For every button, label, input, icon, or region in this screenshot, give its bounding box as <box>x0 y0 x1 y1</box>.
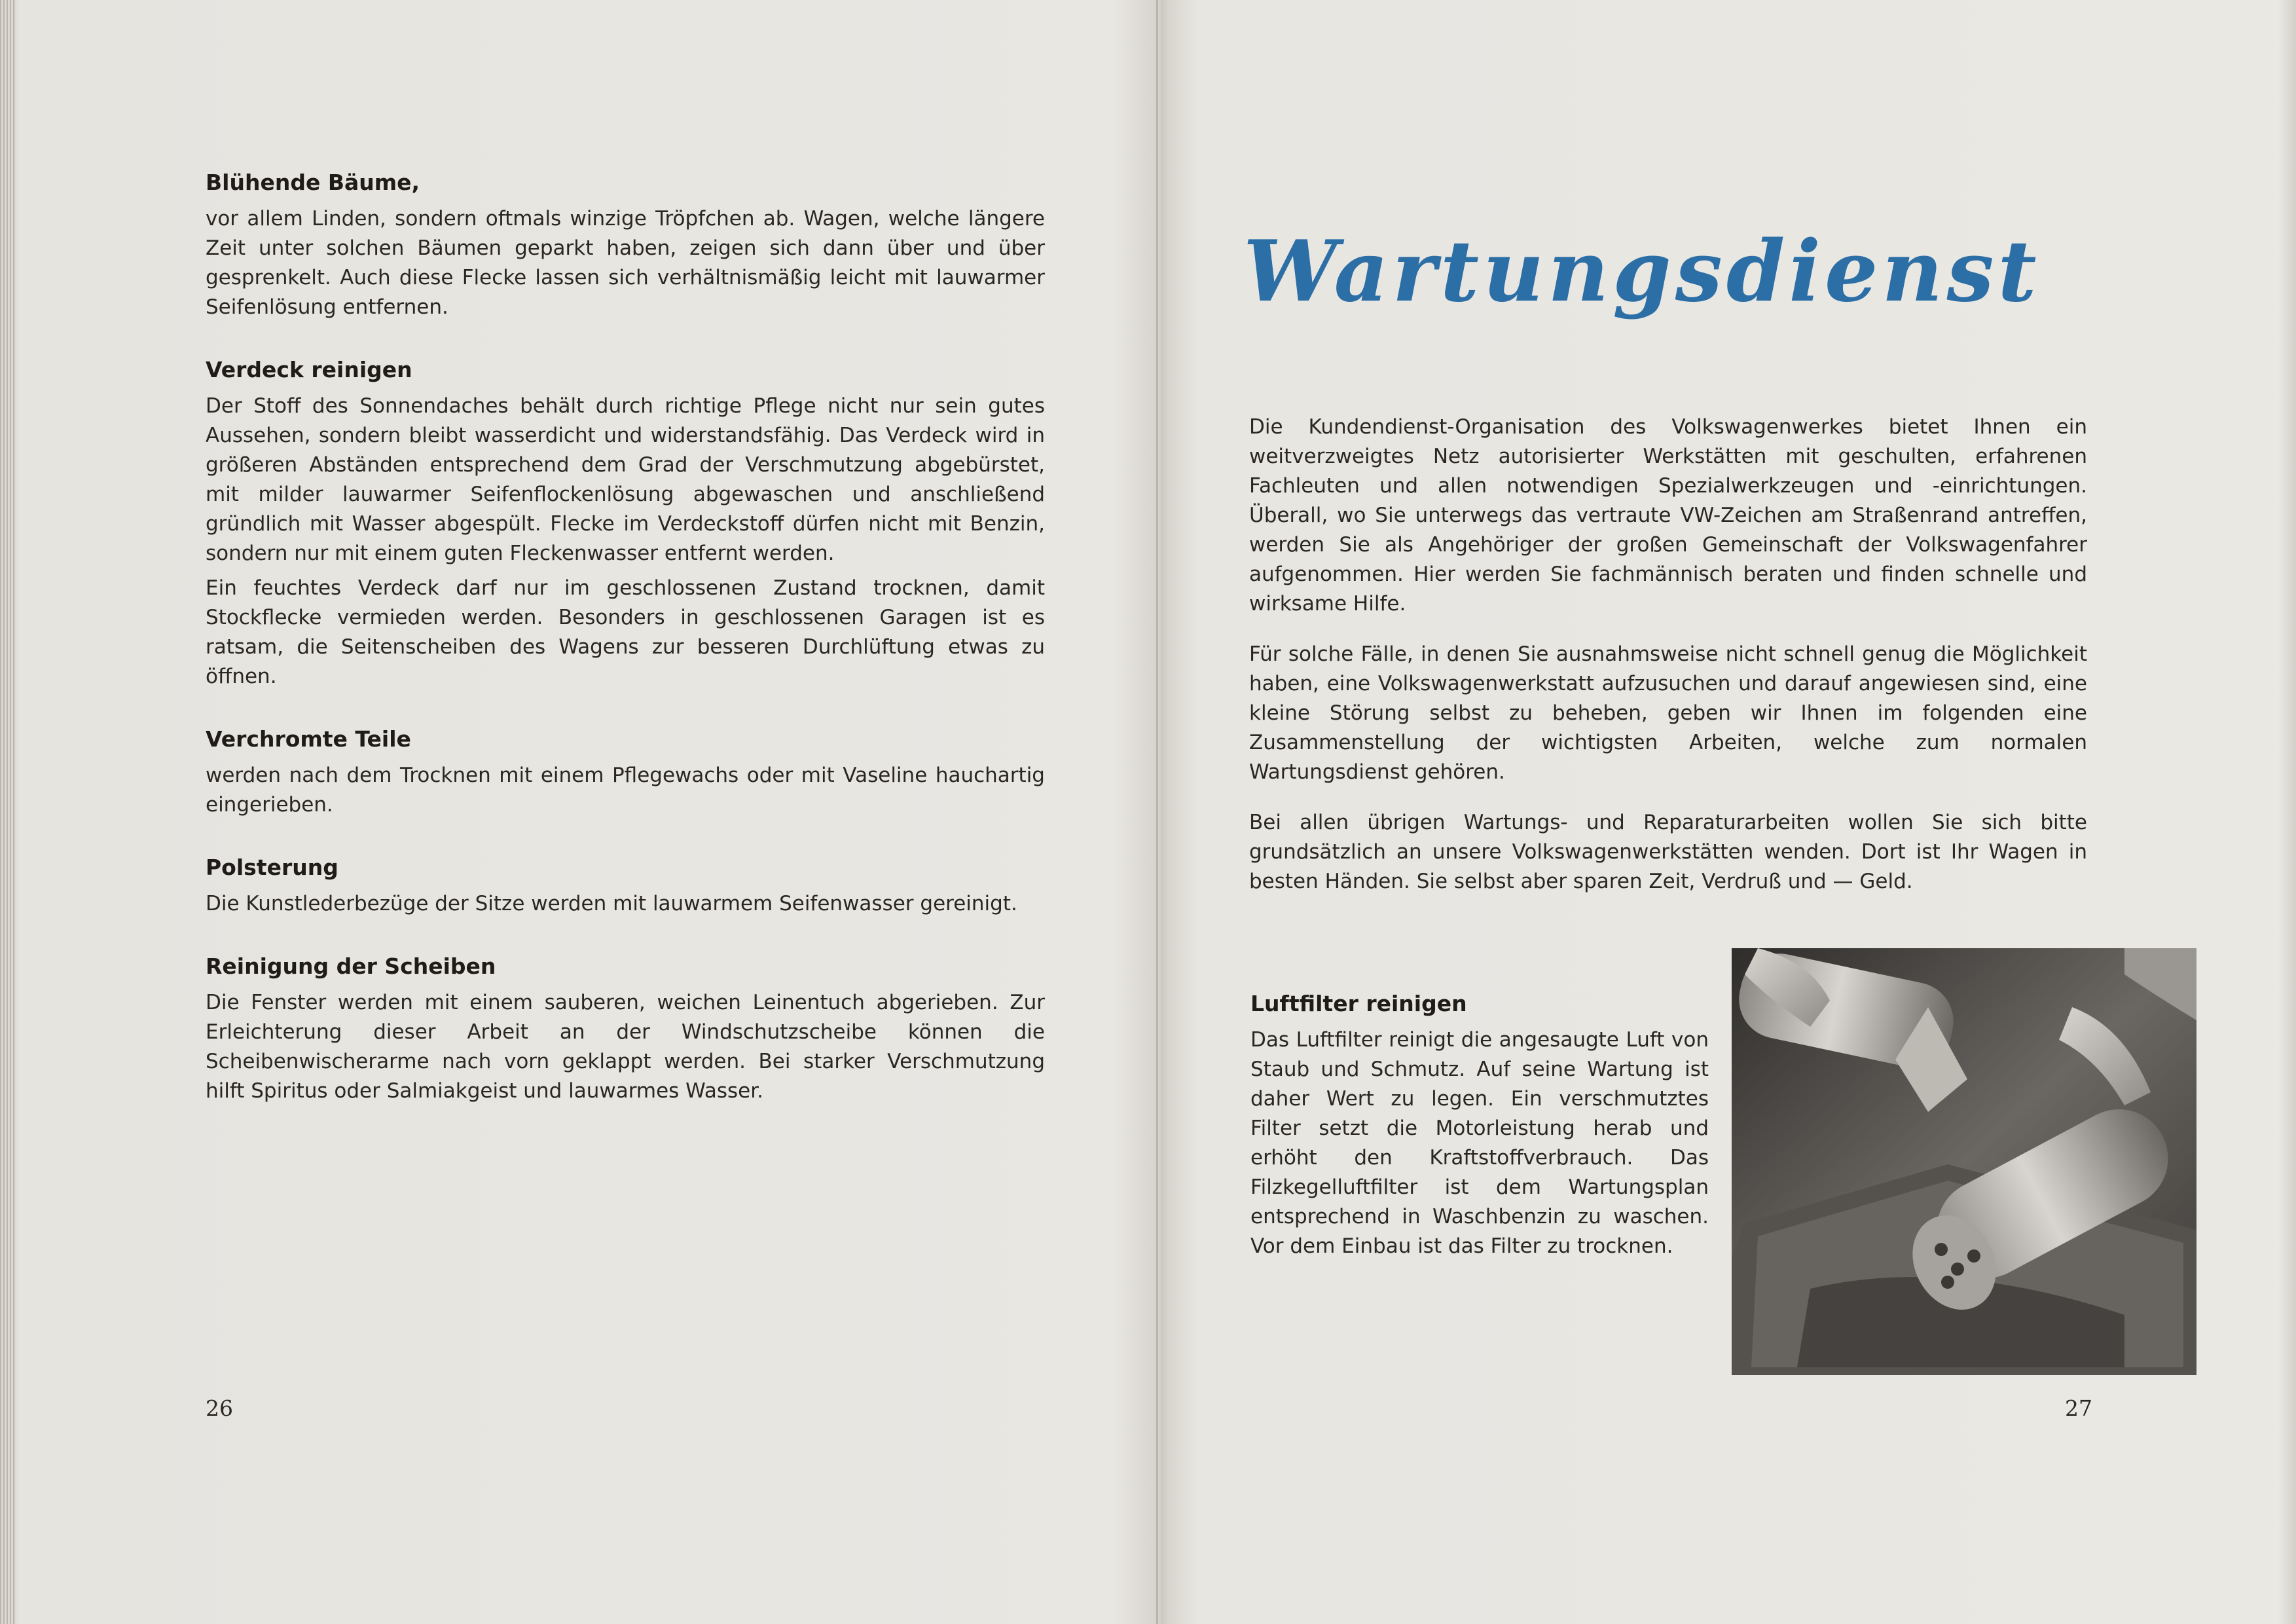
right-page <box>1158 0 2296 1624</box>
left-page-column <box>206 168 1045 1139</box>
section-verchromte-teile <box>206 724 1045 820</box>
intro-paragraph: Für solche Fälle, in denen Sie ausnahmsweise nicht schnell genug die Möglichkeit haben, eine Volkswagenwerkstatt aufzusuchen und darauf angewiesen sind, eine kleine Störung selbst zu beheben, geben wir Ihnen im folgenden eine Zusammenstellung der wichtigsten Arbeiten, welche zum normalen Wartungsdienst gehören. <box>1249 642 2087 784</box>
page-number-left: 26 <box>206 1395 233 1421</box>
section-paragraph: Der Stoff des Sonnendaches behält durch richtige Pflege nicht nur sein gutes Aussehen, sondern bleibt wasserdicht und widerstandsfähig. Das Verdeck wird in größeren Abständen entsprechend dem Grad der Verschmutzung abgebürstet, mit milder lauwarmer Seifenflockenlösung abgewaschen und anschließend gründlich mit Wasser abgespült. Flecke im Verdeckstoff dürfen nicht mit Benzin, sondern nur mit einem guten Fleckenwasser entfernt werden. <box>206 394 1045 565</box>
right-page-intro <box>1249 413 2087 896</box>
section-paragraph: Das Luftfilter reinigt die angesaugte Luft von Staub und Schmutz. Auf seine Wartung ist daher Wert zu legen. Ein verschmutztes Filter setzt die Motorleistung herab und erhöht den Kraftstoffverbrauch. Das Filzkegelluftfilter ist dem Wartungsplan entsprechend in Waschbenzin zu waschen. Vor dem Einbau ist das Filter zu trocknen. <box>1250 1028 1709 1258</box>
section-heading: Verdeck reinigen <box>206 357 412 382</box>
page-title: Wartungsdienst <box>1243 223 2041 321</box>
section-paragraph: Ein feuchtes Verdeck darf nur im geschlossenen Zustand trocknen, damit Stockflecke vermieden werden. Besonders in geschlossenen Garagen ist es ratsam, die Seitenscheiben des Wagens zur besseren Durchlüftung etwas zu öffnen. <box>206 576 1045 688</box>
air-filter-photo <box>1732 948 2196 1375</box>
intro-paragraph: Die Kundendienst-Organisation des Volkswagenwerkes bietet Ihnen ein weitverzweigtes Netz autorisierter Werkstätten mit geschulten, erfahrenen Fachleuten und allen notwendigen Spezialwerkzeugen und -einrichtungen. Überall, wo Sie unterwegs das vertraute VW-Zeichen am Straßenrand antreffen, werden Sie als Angehöriger der großen Gemeinschaft der Volkswagenfahrer aufgenommen. Hier werden Sie fachmännisch beraten und finden schnelle und wirksame Hilfe. <box>1249 415 2087 616</box>
section-heading: Polsterung <box>206 855 338 880</box>
section-bluehende-baeume <box>206 168 1045 322</box>
section-reinigung-der-scheiben <box>206 951 1045 1106</box>
section-heading: Verchromte Teile <box>206 726 411 752</box>
section-heading: Luftfilter reinigen <box>1250 991 1467 1016</box>
section-paragraph: Die Kunstlederbezüge der Sitze werden mit lauwarmem Seifenwasser gereinigt. <box>206 892 1017 915</box>
section-paragraph: werden nach dem Trocknen mit einem Pflegewachs oder mit Vaseline hauchartig eingerieben. <box>206 764 1045 817</box>
luftfilter-section <box>1250 989 1709 1261</box>
section-paragraph: vor allem Linden, sondern oftmals winzige Tröpfchen ab. Wagen, welche längere Zeit unter solchen Bäumen geparkt haben, zeigen sich dann über und über gesprenkelt. Auch diese Flecke lassen sich verhältnismäßig leicht mit lauwarmer Seifenlösung entfernen. <box>206 207 1045 319</box>
section-paragraph: Die Fenster werden mit einem sauberen, weichen Leinentuch abgerieben. Zur Erleichterung dieser Arbeit an der Windschutzscheibe können die Scheibenwischerarme nach vorn geklappt werden. Bei starker Verschmutzung hilft Spiritus oder Salmiakgeist und lauwarmes Wasser. <box>206 991 1045 1103</box>
page-number-right: 27 <box>2065 1395 2092 1421</box>
section-heading: Reinigung der Scheiben <box>206 953 496 979</box>
air-filter-illustration <box>1732 948 2196 1375</box>
intro-paragraph: Bei allen übrigen Wartungs- und Reparaturarbeiten wollen Sie sich bitte grundsätzlich an unsere Volkswagenwerkstätten wenden. Dort ist Ihr Wagen in besten Händen. Sie selbst aber sparen Zeit, Verdruß und — Geld. <box>1249 811 2087 893</box>
section-verdeck-reinigen <box>206 355 1045 692</box>
section-heading: Blühende Bäume, <box>206 170 420 195</box>
section-polsterung <box>206 853 1045 919</box>
